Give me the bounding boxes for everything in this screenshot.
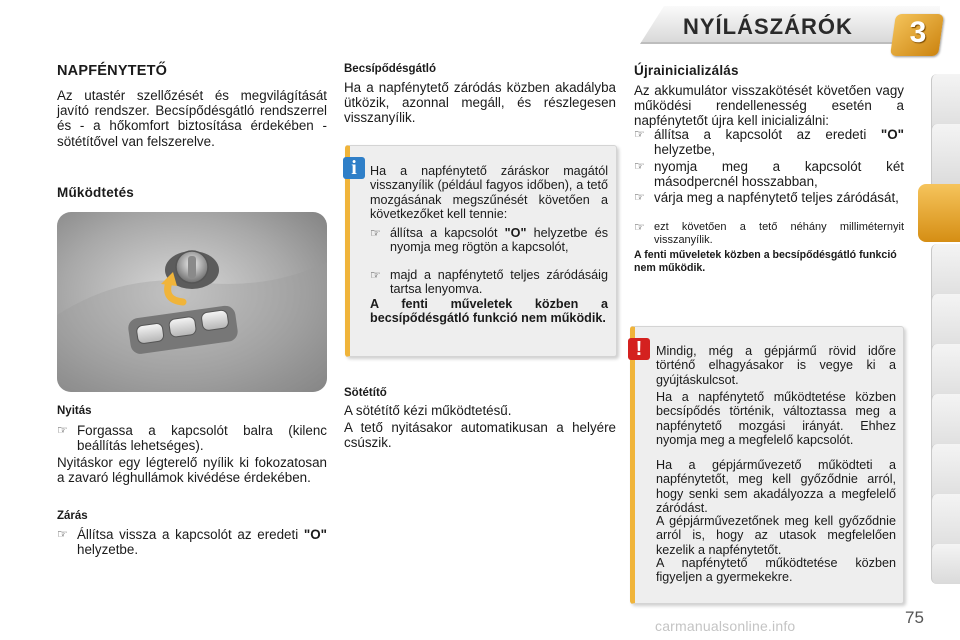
page-number: 75 [905,608,924,627]
opening-heading: Nyitás [57,405,92,417]
opening-bullet: ☞ Forgassa a kapcsolót balra (kilenc beállítás lehetséges). [57,423,327,454]
intro-text: Az utastér szellőzését és megvilágítását javító rendszer. Becsípődésgátló rendszerrel és - a hőkomfort biztosítása érdekében - sötétítővel van felszerelve. [57,88,327,149]
pointing-hand-icon: ☞ [634,127,645,141]
info-icon: i [343,157,365,179]
blind-text-1: A sötétítő kézi működtetésű. [344,403,512,418]
warning-text-4: A gépjárművezetőnek meg kell győződnie arról is, hogy az utasok megfelelően kezelik a napfénytetőt. [656,514,896,557]
blind-text-2: A tető nyitásakor automatikusan a helyére csúszik. [344,420,616,451]
warning-text-2: Ha a napfénytető működtetése közben becsípődés történik, változtassa meg a napfénytető mozgási irányát. Ehhez nyomja meg a megfelelő kapcsolót. [656,390,896,448]
chapter-title: NYÍLÁSZÁRÓK [683,14,853,39]
pointing-hand-icon: ☞ [57,423,68,437]
reinit-text: Az akkumulátor visszakötését követően vagy működési rendellenesség esetén a napfénytetőt újra kell inicializálni: [634,83,904,129]
roof-switch-illustration [57,212,327,392]
section-tab-active[interactable] [918,184,960,242]
illustration-svg [57,212,327,392]
blind-heading: Sötétítő [344,387,387,399]
reinit-warning: A fenti műveletek közben a becsípődésgátló funkció nem működik. [634,249,897,274]
reinit-bullet: ☞ nyomja meg a kapcsolót két másodpercnél hosszabban, [634,159,904,190]
antipinch-text: Ha a napfénytető záródás közben akadályba ütközik, azonnal megáll, és részlegesen visszanyílik. [344,80,616,126]
info-box-bullet: ☞ majd a napfénytető teljes záródásáig tartsa lenyomva. [370,268,608,297]
pointing-hand-icon: ☞ [370,226,381,240]
reinit-bullet: ☞ várja meg a napfénytető teljes záródását, [634,190,899,205]
pointing-hand-icon: ☞ [634,220,645,234]
closing-heading: Zárás [57,510,88,522]
info-box-warning: A fenti műveletek közben a becsípődésgátló funkció nem működik. [370,297,608,326]
warning-icon: ! [628,338,650,360]
reinit-heading: Újrainicializálás [634,63,739,78]
info-box-bullet: ☞ állítsa a kapcsolót "O" helyzetbe és nyomja meg rögtön a kapcsolót, [370,226,609,255]
operation-heading: Működtetés [57,185,135,200]
opening-note: Nyitáskor egy légterelő nyílik ki fokozatosan a zavaró léghullámok kivédése érdekében. [57,455,327,486]
warning-text-1: Mindig, még a gépjármű rövid időre történő elhagyásakor is vegye ki a gyújtáskulcsot. [656,344,896,387]
chapter-number: 3 [909,16,927,49]
info-box-text: Ha a napfénytető záráskor magától visszanyílik (például fagyos időben), a tető mozgásának megszűnését követően a következőket kell tennie: [370,164,608,222]
reinit-bullet: ☞ állítsa a kapcsolót az eredeti "O" helyzetbe, [634,127,904,158]
section-title: NAPFÉNYTETŐ [57,63,168,79]
watermark: carmanualsonline.info [655,618,796,634]
reinit-bullet: ☞ ezt követően a tető néhány milliméternyit visszanyílik. [634,220,904,246]
pointing-hand-icon: ☞ [57,527,68,541]
antipinch-heading: Becsípődésgátló [344,63,437,75]
pointing-hand-icon: ☞ [370,268,381,282]
warning-text-3: Ha a gépjárművezető működteti a napfénytetőt, meg kell győződnie arról, hogy senki sem akadályozza a megfelelő záródást. [656,458,896,516]
pointing-hand-icon: ☞ [634,159,645,173]
closing-bullet: ☞ Állítsa vissza a kapcsolót az eredeti "O" helyzetbe. [57,527,327,558]
warning-text-5: A napfénytető működtetése közben figyeljen a gyermekekre. [656,556,896,585]
section-tab[interactable] [931,544,960,584]
section-tab[interactable] [931,124,960,190]
pointing-hand-icon: ☞ [634,190,645,204]
